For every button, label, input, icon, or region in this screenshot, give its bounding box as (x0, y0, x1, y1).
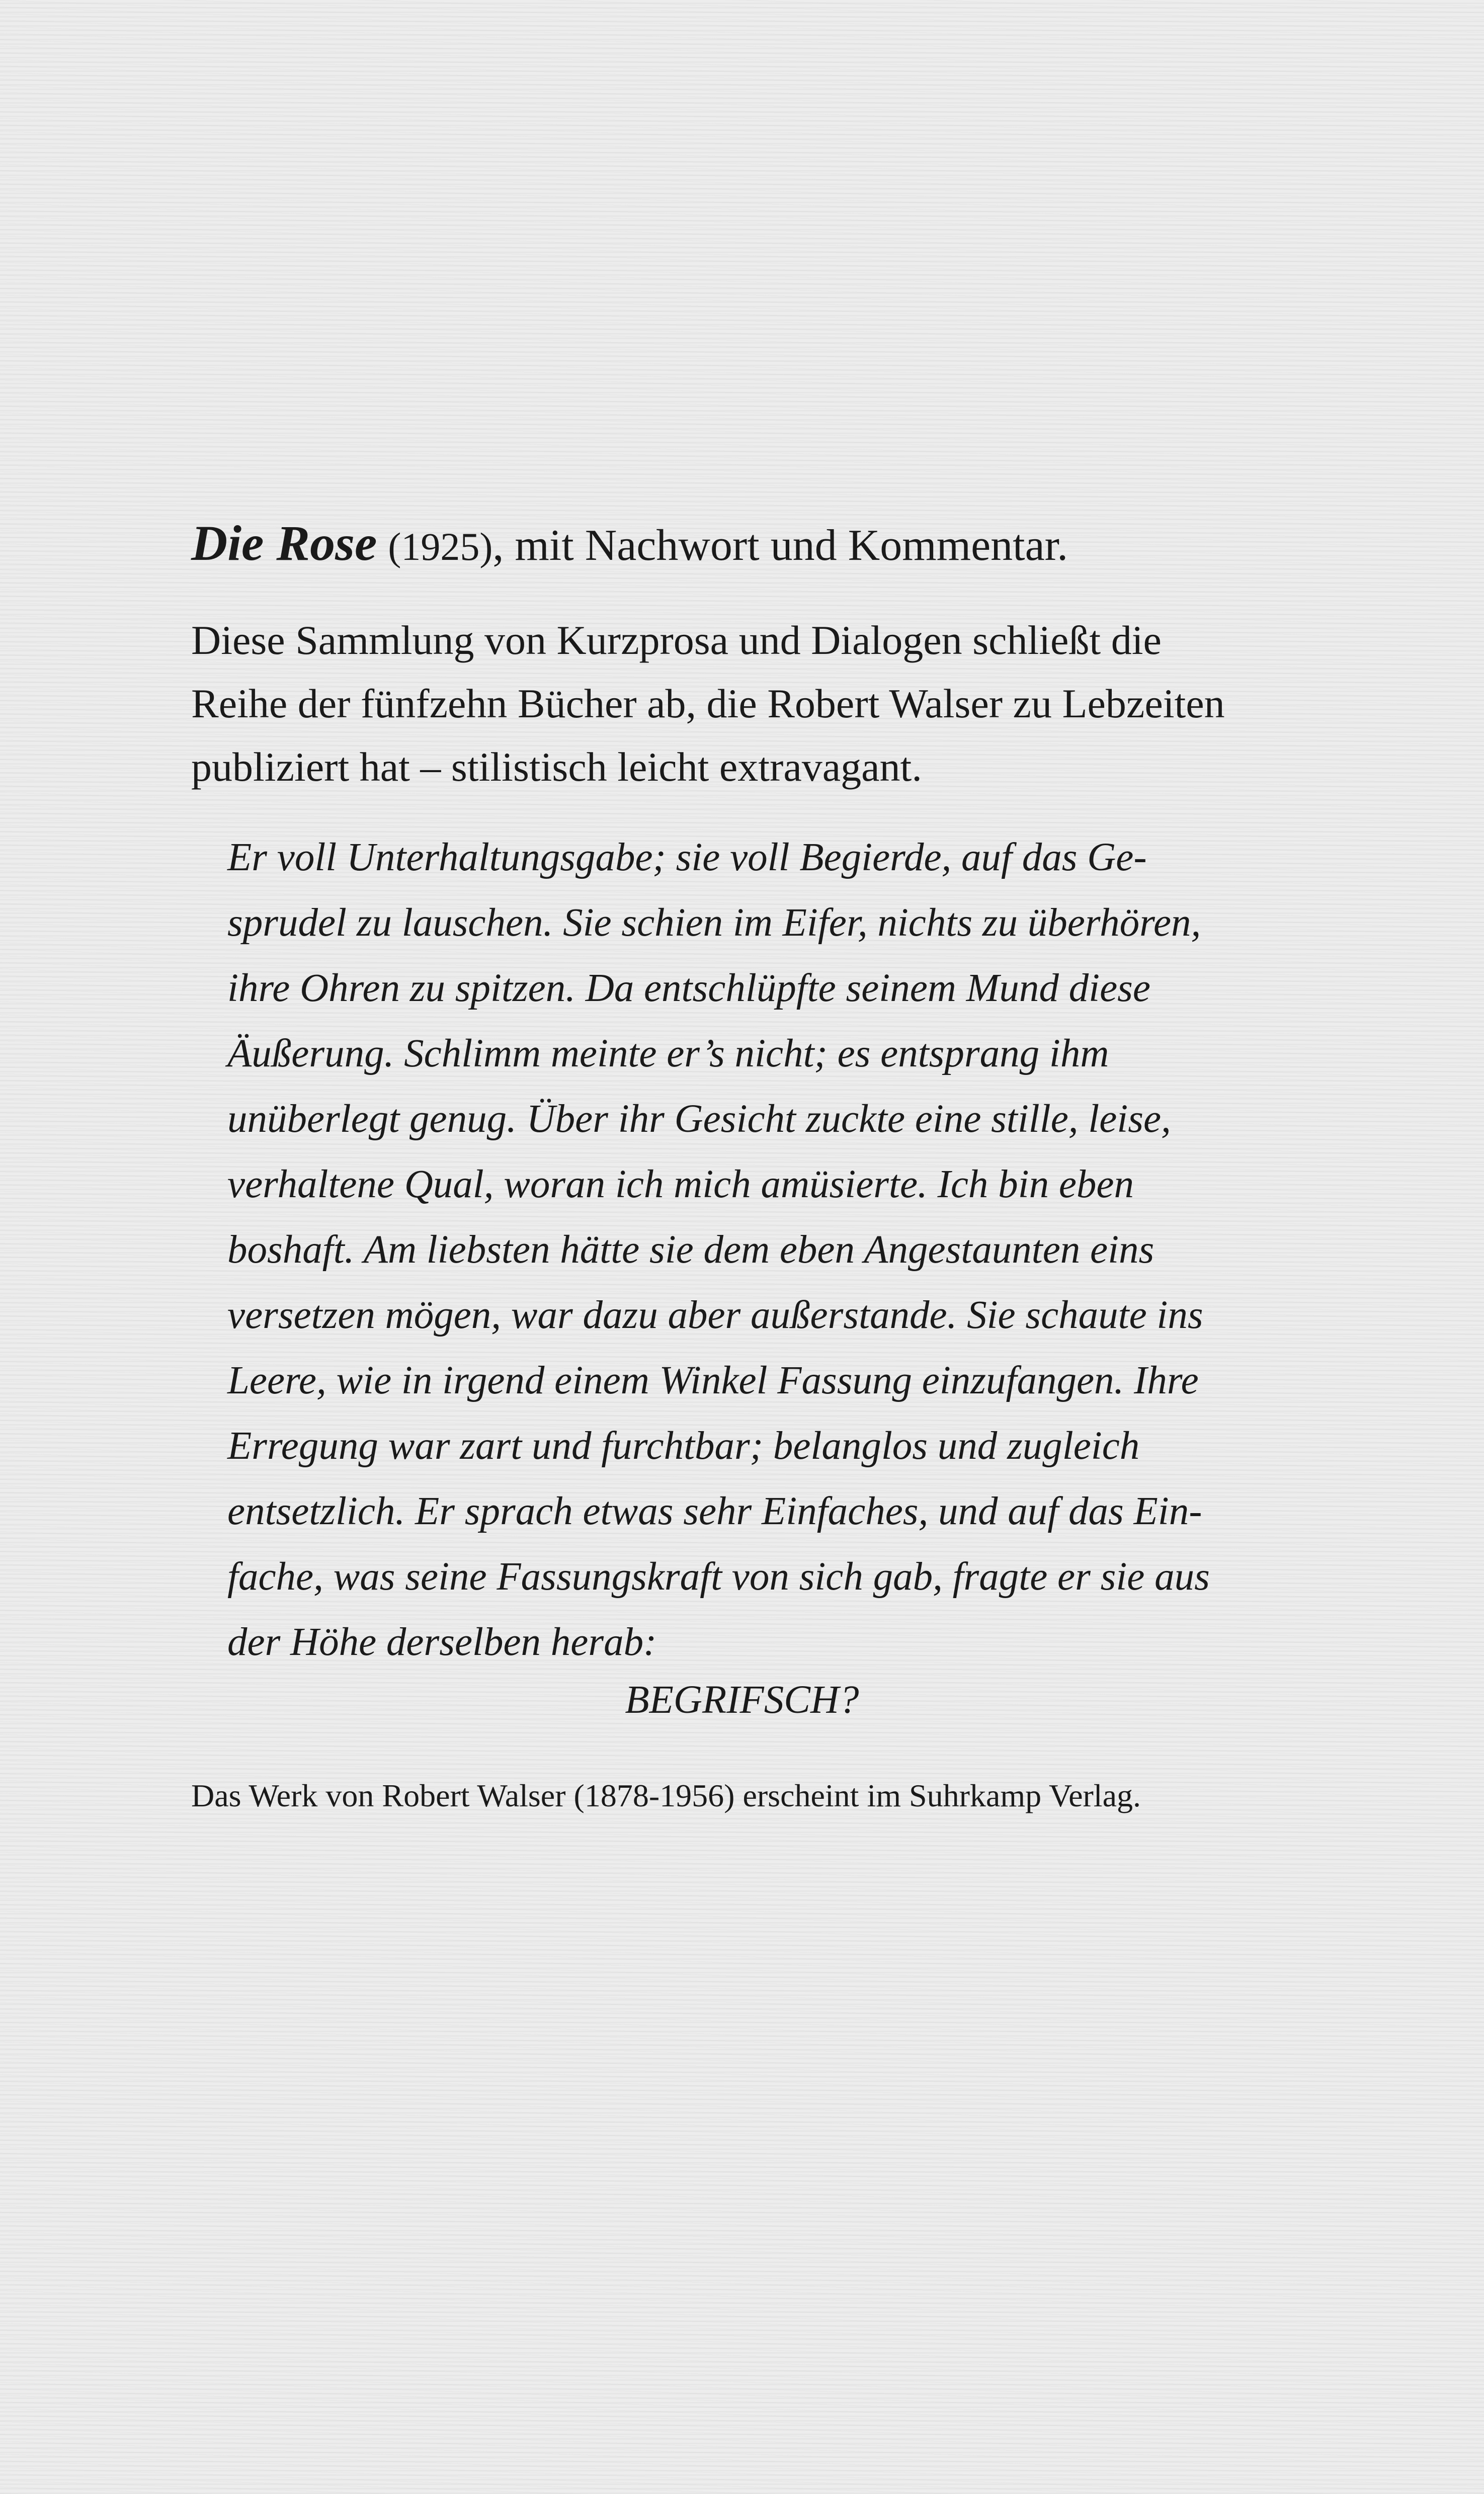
quote-line: Äußerung. Schlimm meinte er’s nicht; es entsprang ihm (227, 1032, 1109, 1075)
description (191, 609, 1298, 799)
quote-line: der Höhe derselben herab: (227, 1620, 657, 1664)
quote-line: versetzen mögen, war dazu aber außerstande. Sie schaute ins (227, 1293, 1203, 1337)
excerpt-quote (227, 825, 1334, 1675)
title-subtitle: , mit Nachwort und Kommentar. (492, 521, 1068, 570)
book-name: Die Rose (191, 515, 377, 571)
book-year: (1925) (388, 525, 493, 568)
quote-line: entsetzlich. Er sprach etwas sehr Einfaches, und auf das Ein- (227, 1489, 1202, 1533)
quote-line: sprudel zu lauschen. Sie schien im Eifer, nichts zu überhören, (227, 901, 1201, 945)
quote-line: Erregung war zart und furchtbar; belanglos und zugleich (227, 1424, 1140, 1468)
quote-punchline: BEGRIFSCH? (625, 1678, 859, 1722)
quote-line: boshaft. Am liebsten hätte sie dem eben Angestaunten eins (227, 1228, 1155, 1272)
quote-line: ihre Ohren zu spitzen. Da entschlüpfte seinem Mund diese (227, 966, 1150, 1010)
description-line: Diese Sammlung von Kurzprosa und Dialogen schließt die (191, 617, 1162, 663)
quote-line: unüberlegt genug. Über ihr Gesicht zuckte eine stille, leise, (227, 1097, 1171, 1141)
quote-line: verhaltene Qual, woran ich mich amüsierte. Ich bin eben (227, 1162, 1134, 1206)
description-line: publiziert hat – stilistisch leicht extravagant. (191, 744, 922, 790)
description-line: Reihe der fünfzehn Bücher ab, die Robert Walser zu Lebzeiten (191, 681, 1225, 726)
quote-line: fache, was seine Fassungskraft von sich gab, fragte er sie aus (227, 1555, 1210, 1599)
quote-line: Er voll Unterhaltungsgabe; sie voll Begierde, auf das Ge- (227, 836, 1147, 879)
quote-line: Leere, wie in irgend einem Winkel Fassung einzufangen. Ihre (227, 1359, 1199, 1402)
book-title (191, 513, 1298, 577)
publisher-note: Das Werk von Robert Walser (1878-1956) erscheint im Suhrkamp Verlag. (191, 1778, 1141, 1813)
